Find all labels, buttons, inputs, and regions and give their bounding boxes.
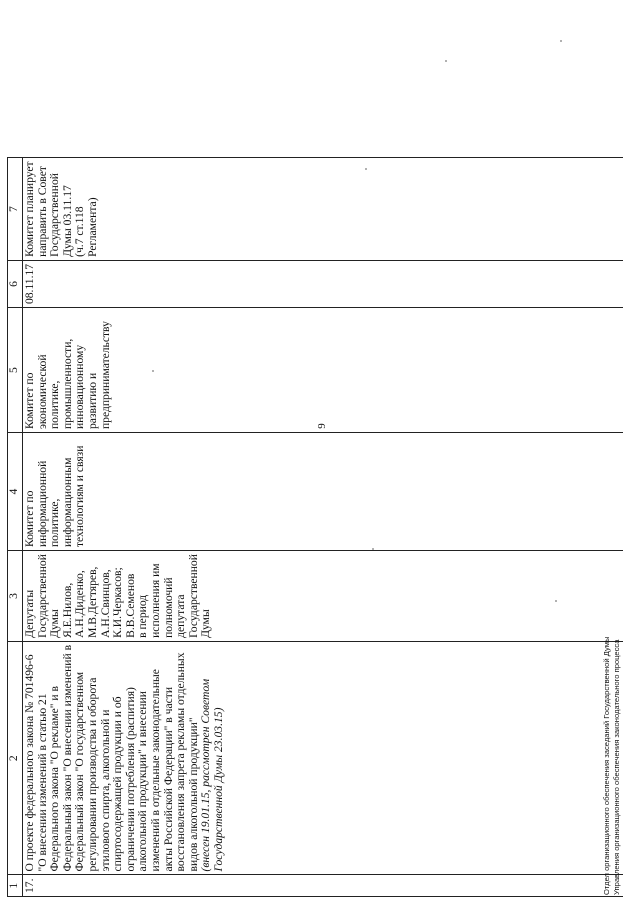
text-line: Комитет по [23, 372, 36, 430]
text-line: Комитет планирует [23, 161, 36, 257]
text-line: алкогольной продукции" и внесении [136, 691, 150, 872]
bill-title-cell [23, 641, 623, 875]
committee [24, 436, 87, 547]
text-line: Государственной [48, 173, 62, 257]
column-header-7: 7 [8, 158, 23, 261]
text-line: направить в Совет [35, 166, 49, 257]
authors [24, 554, 213, 638]
scan-speck [560, 40, 562, 42]
action-cell [23, 158, 623, 261]
text-line: полномочий [161, 577, 175, 638]
text-line: О проекте федерального закона № 701496-6 [23, 654, 36, 872]
text-line: Думы [199, 609, 213, 638]
text-line: исполнения им [148, 563, 162, 638]
column-header-2: 2 [8, 641, 23, 875]
text-line: Государственной [186, 554, 200, 638]
text-line: ограничении потребления (распития) [123, 687, 137, 872]
scan-speck [372, 548, 374, 550]
text-line: промышленности, [60, 338, 74, 430]
text-line: Федеральный закон "О внесении изменений в [60, 644, 74, 872]
text-line: Федеральный закон "О государственном [73, 671, 87, 872]
action [24, 161, 100, 257]
table-row [23, 158, 623, 897]
text-line: М.В.Дегтярев, [85, 566, 99, 638]
text-line: Государственной [35, 554, 49, 638]
date-cell: 08.11.17 [23, 260, 623, 307]
row-number: 17. [23, 875, 623, 897]
scan-speck [555, 600, 557, 602]
text-line: (ч.7 ст.118 [73, 206, 87, 257]
authors-cell [23, 551, 623, 642]
column-header-4: 4 [8, 433, 23, 551]
text-line: Регламента) [85, 197, 99, 257]
text-line: Думы [48, 609, 62, 638]
text-line: политике, [48, 380, 62, 430]
text-line: депутата [174, 594, 188, 638]
column-header-3: 3 [8, 551, 23, 642]
text-line: К.И.Черкасов; [111, 567, 125, 638]
text-line: Я.Е.Нилов, [60, 582, 74, 638]
text-line: Комитет по [23, 490, 36, 548]
text-line: Федерального закона "О рекламе" и в [48, 686, 62, 872]
text-line: Думы 03.11.17 [60, 185, 74, 257]
bills-table [7, 157, 623, 897]
text-line: информационным [60, 457, 74, 548]
text-line: А.Н.Свинцов, [98, 569, 112, 638]
text-line: В.В.Семенов [123, 573, 137, 638]
text-line: "О внесении изменений в статью 21 [35, 693, 49, 872]
text-line: в период [136, 594, 150, 638]
co-committee-cell [23, 308, 623, 433]
text-line: Государственной Думы 23.03.15) [211, 707, 225, 872]
table-header-row [8, 158, 23, 897]
text-line: информационной [35, 460, 49, 548]
footer-line-2: Управления организационного обеспечения законодательного процесса [612, 639, 621, 895]
text-line: А.Н.Диденко, [73, 570, 87, 638]
scan-speck [365, 168, 367, 170]
text-line: изменений в отдельные законодательные [148, 669, 162, 872]
text-line: восстановления запрета рекламы отдельных [174, 652, 188, 872]
text-line: развитию и [85, 372, 99, 430]
co-committee [24, 311, 112, 429]
page-number: 9 [315, 423, 328, 429]
text-line: предпринимательству [98, 321, 112, 430]
column-header-1: 1 [8, 875, 23, 897]
scan-speck [152, 370, 154, 372]
text-line: технологиям и связи [73, 445, 87, 548]
scan-speck [445, 60, 447, 62]
footer-line-1: Отдел организационного обеспечения заседаний Государственной Думы [602, 636, 611, 895]
text-line: инновационному [73, 344, 87, 430]
footer [602, 637, 622, 895]
committee-cell [23, 433, 623, 551]
text-line: спиртосодержащей продукции и об [111, 696, 125, 872]
text-line: регулировании производства и оборота [85, 677, 99, 872]
text-line: видов алкогольной продукции" [186, 717, 200, 872]
text-line: акты Российской Федерации" в части [161, 686, 175, 872]
text-line: экономической [35, 354, 49, 430]
text-line: политике, [48, 498, 62, 548]
bill-note [200, 645, 225, 872]
text-line: Депутаты [23, 589, 36, 638]
column-header-6: 6 [8, 260, 23, 307]
bill-title [24, 645, 200, 872]
text-line: (внесен 19.01.15, рассмотрен Советом [199, 678, 213, 872]
text-line: этилового спирта, алкогольной и [98, 709, 112, 872]
column-header-5: 5 [8, 308, 23, 433]
